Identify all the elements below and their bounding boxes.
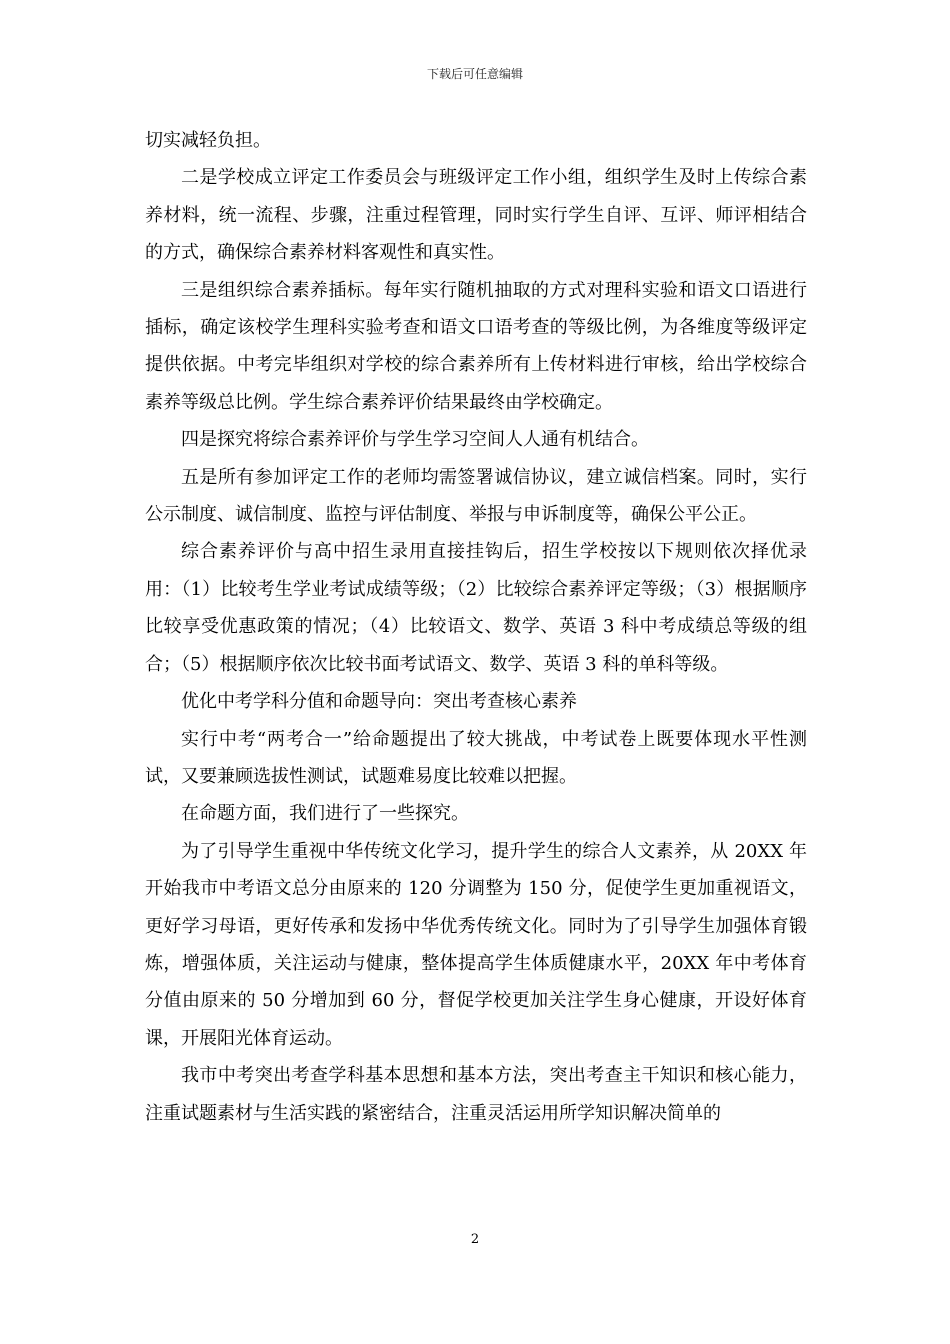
paragraph-8: 实行中考“两考合一”给命题提出了较大挑战，中考试卷上既要体现水平性测试，又要兼顾选拔性测试，试题难易度比较难以把握。	[145, 728, 807, 787]
paragraph-3: 三是组织综合素养插标。每年实行随机抽取的方式对理科实验和语文口语进行插标，确定该校学生理科实验考查和语文口语考查的等级比例，为各维度等级评定提供依据。中考完毕组织对学校的综合素养所有上传材料进行审核，给出学校综合素养等级总比例。学生综合素养评价结果最终由学校确定。	[145, 279, 807, 413]
paragraph-9: 在命题方面，我们进行了一些探究。	[181, 803, 469, 825]
paragraph-1: 切实减轻负担。	[145, 130, 271, 151]
paragraph-2: 二是学校成立评定工作委员会与班级评定工作小组，组织学生及时上传综合素养材料，统一流程、步骤，注重过程管理，同时实行学生自评、互评、师评相结合的方式，确保综合素养材料客观性和真实性。	[145, 167, 807, 264]
paragraph-6: 综合素养评价与高中招生录用直接挂钩后，招生学校按以下规则依次择优录用：（1）比较考生学业考试成绩等级；（2）比较综合素养评定等级；（3）根据顺序比较享受优惠政策的情况；（4）比较语文、数学、英语 3 科中考成绩总等级的组合；（5）根据顺序依次比较书面考试语文、数学、英语 3 科的单科等级。	[145, 541, 807, 675]
paragraph-4: 四是探究将综合素养评价与学生学习空间人人通有机结合。	[181, 429, 649, 451]
paragraph-10: 为了引导学生重视中华传统文化学习，提升学生的综合人文素养，从 20XX 年开始我市中考语文总分由原来的 120 分调整为 150 分，促使学生更加重视语文，更好学习母语，更好传承和发扬中华优秀传统文化。同时为了引导学生加强体育锻炼，增强体质，关注运动与健康，整体提高学生体质健康水平，20XX 年中考体育分值由原来的 50 分增加到 60 分，督促学校更加关注学生身心健康，开设好体育课，开展阳光体育运动。	[145, 840, 807, 1049]
paragraph-11: 我市中考突出考查学科基本思想和基本方法，突出考查主干知识和核心能力，注重试题素材与生活实践的紧密结合，注重灵活运用所学知识解决简单的	[145, 1065, 807, 1124]
page-number: 2	[470, 1232, 480, 1247]
document-body	[145, 122, 807, 1132]
paragraph-5: 五是所有参加评定工作的老师均需签署诚信协议，建立诚信档案。同时，实行公示制度、诚信制度、监控与评估制度、举报与申诉制度等，确保公平公正。	[145, 466, 807, 526]
page-header: 下载后可任意编辑	[426, 67, 523, 81]
section-heading: 优化中考学科分值和命题导向：突出考查核心素养	[181, 691, 577, 713]
